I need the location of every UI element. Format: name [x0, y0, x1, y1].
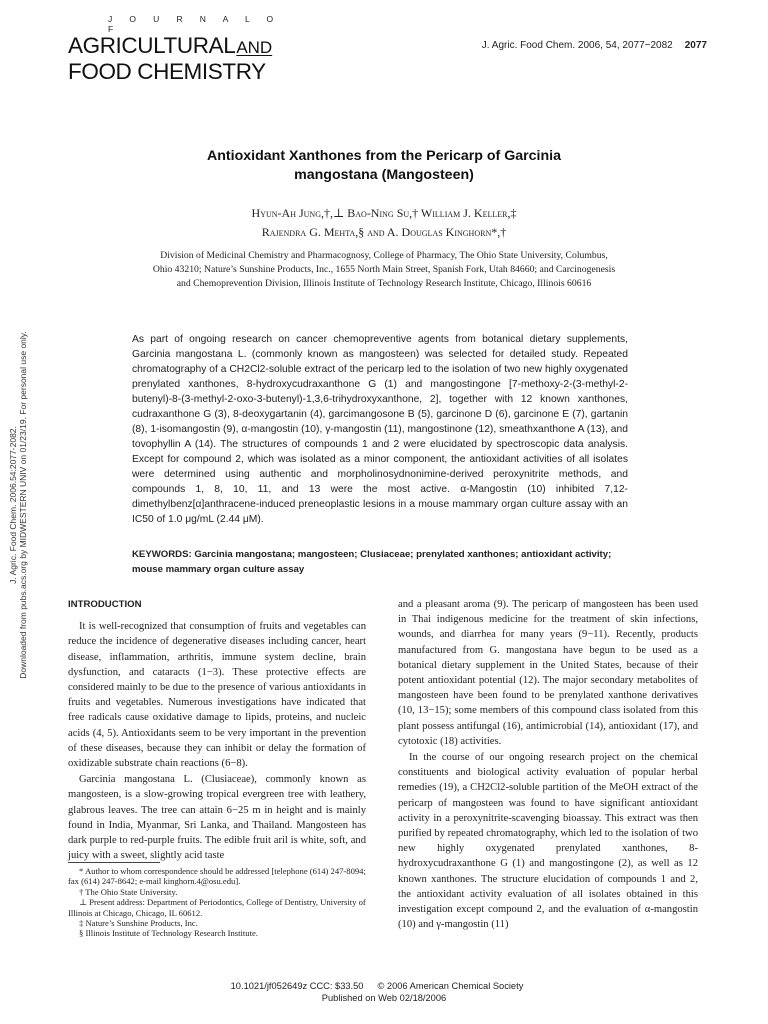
footer-line1 — [150, 980, 618, 992]
footnote-correspondence: * Author to whom correspondence should be addressed [telephone (614) 247-8094; fax (614) 247-8642; e-mail kinghorn.4@osu.edu]. — [68, 866, 366, 887]
title-line1: Antioxidant Xanthones from the Pericarp of Garcinia — [207, 148, 561, 164]
journal-name-line1: AGRICULTURALAND — [68, 33, 273, 58]
intro-paragraph-4: In the course of our ongoing research project on the chemical constituents and biological activity evaluation of popular herbal remedies (19), a CH2Cl2-soluble partition of the MeOH extract of the pericarp of mangosteen was found to have significant antioxidant activity in a peroxynitrite-scavenging bioassay. This extract was then purified by repeated chromatography, which led to the isolation of two new highly oxygenated prenylated xanthones, 8-hydroxycudraxanthone G (1) and mangostingone (2), as well as 12 known xanthones. The structure elucidation of compounds 1 and 2, the antioxidant activity evaluation of all isolates obtained in this investigation except compound 2, and the evaluation of α-mangostin (10) and γ-mangostin (11) — [398, 752, 698, 931]
page-number: 2077 — [684, 40, 707, 51]
download-notice — [4, 310, 34, 700]
citation-ref: J. Agric. Food Chem. 2006, 54, 2077−2082 — [481, 40, 673, 51]
doi-text: 10.1021/jf052649z CCC: $33.50 — [230, 981, 364, 991]
download-notice-line2: Downloaded from pubs.acs.org by MIDWESTERN UNIV on 01/23/19. For personal use only. — [18, 331, 28, 679]
affiliations: Division of Medicinal Chemistry and Pharmacognosy, College of Pharmacy, The Ohio State University, Columbus, Ohio 43210; Nature’s Sunshine Products, Inc., 1655 North Main Street, Spanish Fork, Utah 84660; and Carcinogenesis and Chemoprevention Division, Illinois Institute of Technology Research Institute, Chicago, Illinois 60616 — [152, 250, 616, 290]
copyright-text: © 2006 American Chemical Society — [377, 981, 524, 991]
intro-paragraph-3: and a pleasant aroma (9). The pericarp of mangosteen has been used in Thai indigenous medicine for the treatment of skin infections, wounds, and diarrhea for many years (9−11). Recently, products manufactured from G. mangostana have begun to be used as a botanical dietary supplement in the United States, because of their potent antioxidant potential (12). The major secondary metabolites of mangosteen have been found to be prenylated xanthone derivatives (10, 13−15); some members of this compound class isolated from this plant possess antifungal (16), antimicrobial (14), antioxidant (17), and cytotoxic (18) activities. — [398, 599, 698, 747]
article-title — [120, 147, 648, 185]
journal-logo — [68, 14, 288, 84]
footnote-present-address: ⊥ Present address: Department of Periodontics, College of Dentistry, University of Illinois at Chicago, Chicago, IL 60612. — [68, 897, 366, 918]
footnote-divider — [68, 862, 160, 863]
footnote-osu: † The Ohio State University. — [79, 886, 178, 897]
journal-of-label: J O U R N A L O F — [108, 14, 281, 34]
footnote-natures-sunshine: ‡ Nature’s Sunshine Products, Inc. — [79, 918, 198, 929]
footnotes — [68, 866, 366, 939]
journal-and: AND — [236, 38, 273, 57]
footnote-iitri: § Illinois Institute of Technology Research Institute. — [79, 928, 258, 939]
download-notice-line1: J. Agric. Food Chem. 2006.54:2077-2082. — [8, 426, 18, 584]
intro-paragraph-2: Garcinia mangostana L. (Clusiaceae), commonly known as mangosteen, is a slow-growing tropical evergreen tree with leathery, glabrous leaves. The tree can attain 6−25 m in height and is mainly found in India, Myanmar, Sri Lanka, and Thailand. Mangosteen has dark purple to red-purple fruits. The edible fruit aril is white, soft, and juicy with a sweet, slightly acid taste — [68, 774, 366, 862]
intro-paragraph-1: It is well-recognized that consumption of fruits and vegetables can reduce the incidence of degenerative diseases including cancer, heart disease, inflammation, arthritis, immune system decline, brain dysfunction, and cataracts (1−3). These protective effects are considered mainly to be due to the presence of various antioxidants in fruits and vegetables. Numerous investigations have indicated that free radicals cause oxidative damage to lipids, proteins, and nucleic acids (4, 5). Antioxidants seem to be very important in the prevention of these diseases, because they can inhibit or delay the formation of oxidizable substrate chain reactions (6−8). — [68, 621, 366, 770]
abstract: As part of ongoing research on cancer chemopreventive agents from botanical dietary supplements, Garcinia mangostana L. (commonly known as mangosteen) was selected for detailed study. Repeated chromatography of a CH2Cl2-soluble extract of the pericarp led to the isolation of two new highly oxygenated prenylated xanthones, 8-hydroxycudraxanthone G (1) and mangostingone [7-methoxy-2-(3-methyl-2-butenyl)-8-(3-methyl-2-oxo-3-butenyl)-1,3,6-trihydroxyxanthone, 2], together with 12 known xanthones, cudraxanthone G (3), 8-deoxygartanin (4), garcimangosone B (5), garcinone D (6), garcinone E (7), gartanin (8), 1-isomangostin (9), α-mangostin (10), γ-mangostin (11), mangostinone (12), smeathxanthone A (13), and tovophyllin A (14). The structures of compounds 1 and 2 were elucidated by spectroscopic data analysis. Except for compound 2, which was isolated as a minor component, the antioxidant activities of all isolates were determined using authentic and morpholinosydnonimine-derived peroxynitrite methods, and compounds 1, 8, 10, 11, and 13 were the most active. α-Mangostin (10) inhibited 7,12-dimethylbenz[α]anthracene-induced preneoplastic lesions in a mouse mammary organ culture assay with an IC50 of 1.0 μg/mL (2.44 μM). — [132, 334, 628, 525]
published-date: Published on Web 02/18/2006 — [321, 993, 447, 1003]
citation-header — [482, 40, 707, 51]
authors-line2: Rajendra G. Mehta,§ and A. Douglas Kinghorn*,† — [261, 225, 507, 239]
journal-name-line2: FOOD CHEMISTRY — [68, 59, 266, 84]
keywords: KEYWORDS: Garcinia mangostana; mangosteen; Clusiaceae; prenylated xanthones; antioxidant activity; mouse mammary organ culture assay — [132, 549, 612, 575]
right-column — [398, 597, 698, 932]
author-list — [120, 204, 648, 242]
authors-line1: Hyun-Ah Jung,†,⊥ Bao-Ning Su,† William J. Keller,‡ — [251, 206, 517, 220]
title-line2: mangostana (Mangosteen) — [294, 167, 474, 183]
section-heading-introduction: INTRODUCTION — [68, 599, 142, 610]
left-column — [68, 597, 366, 863]
page-footer — [150, 980, 618, 1004]
